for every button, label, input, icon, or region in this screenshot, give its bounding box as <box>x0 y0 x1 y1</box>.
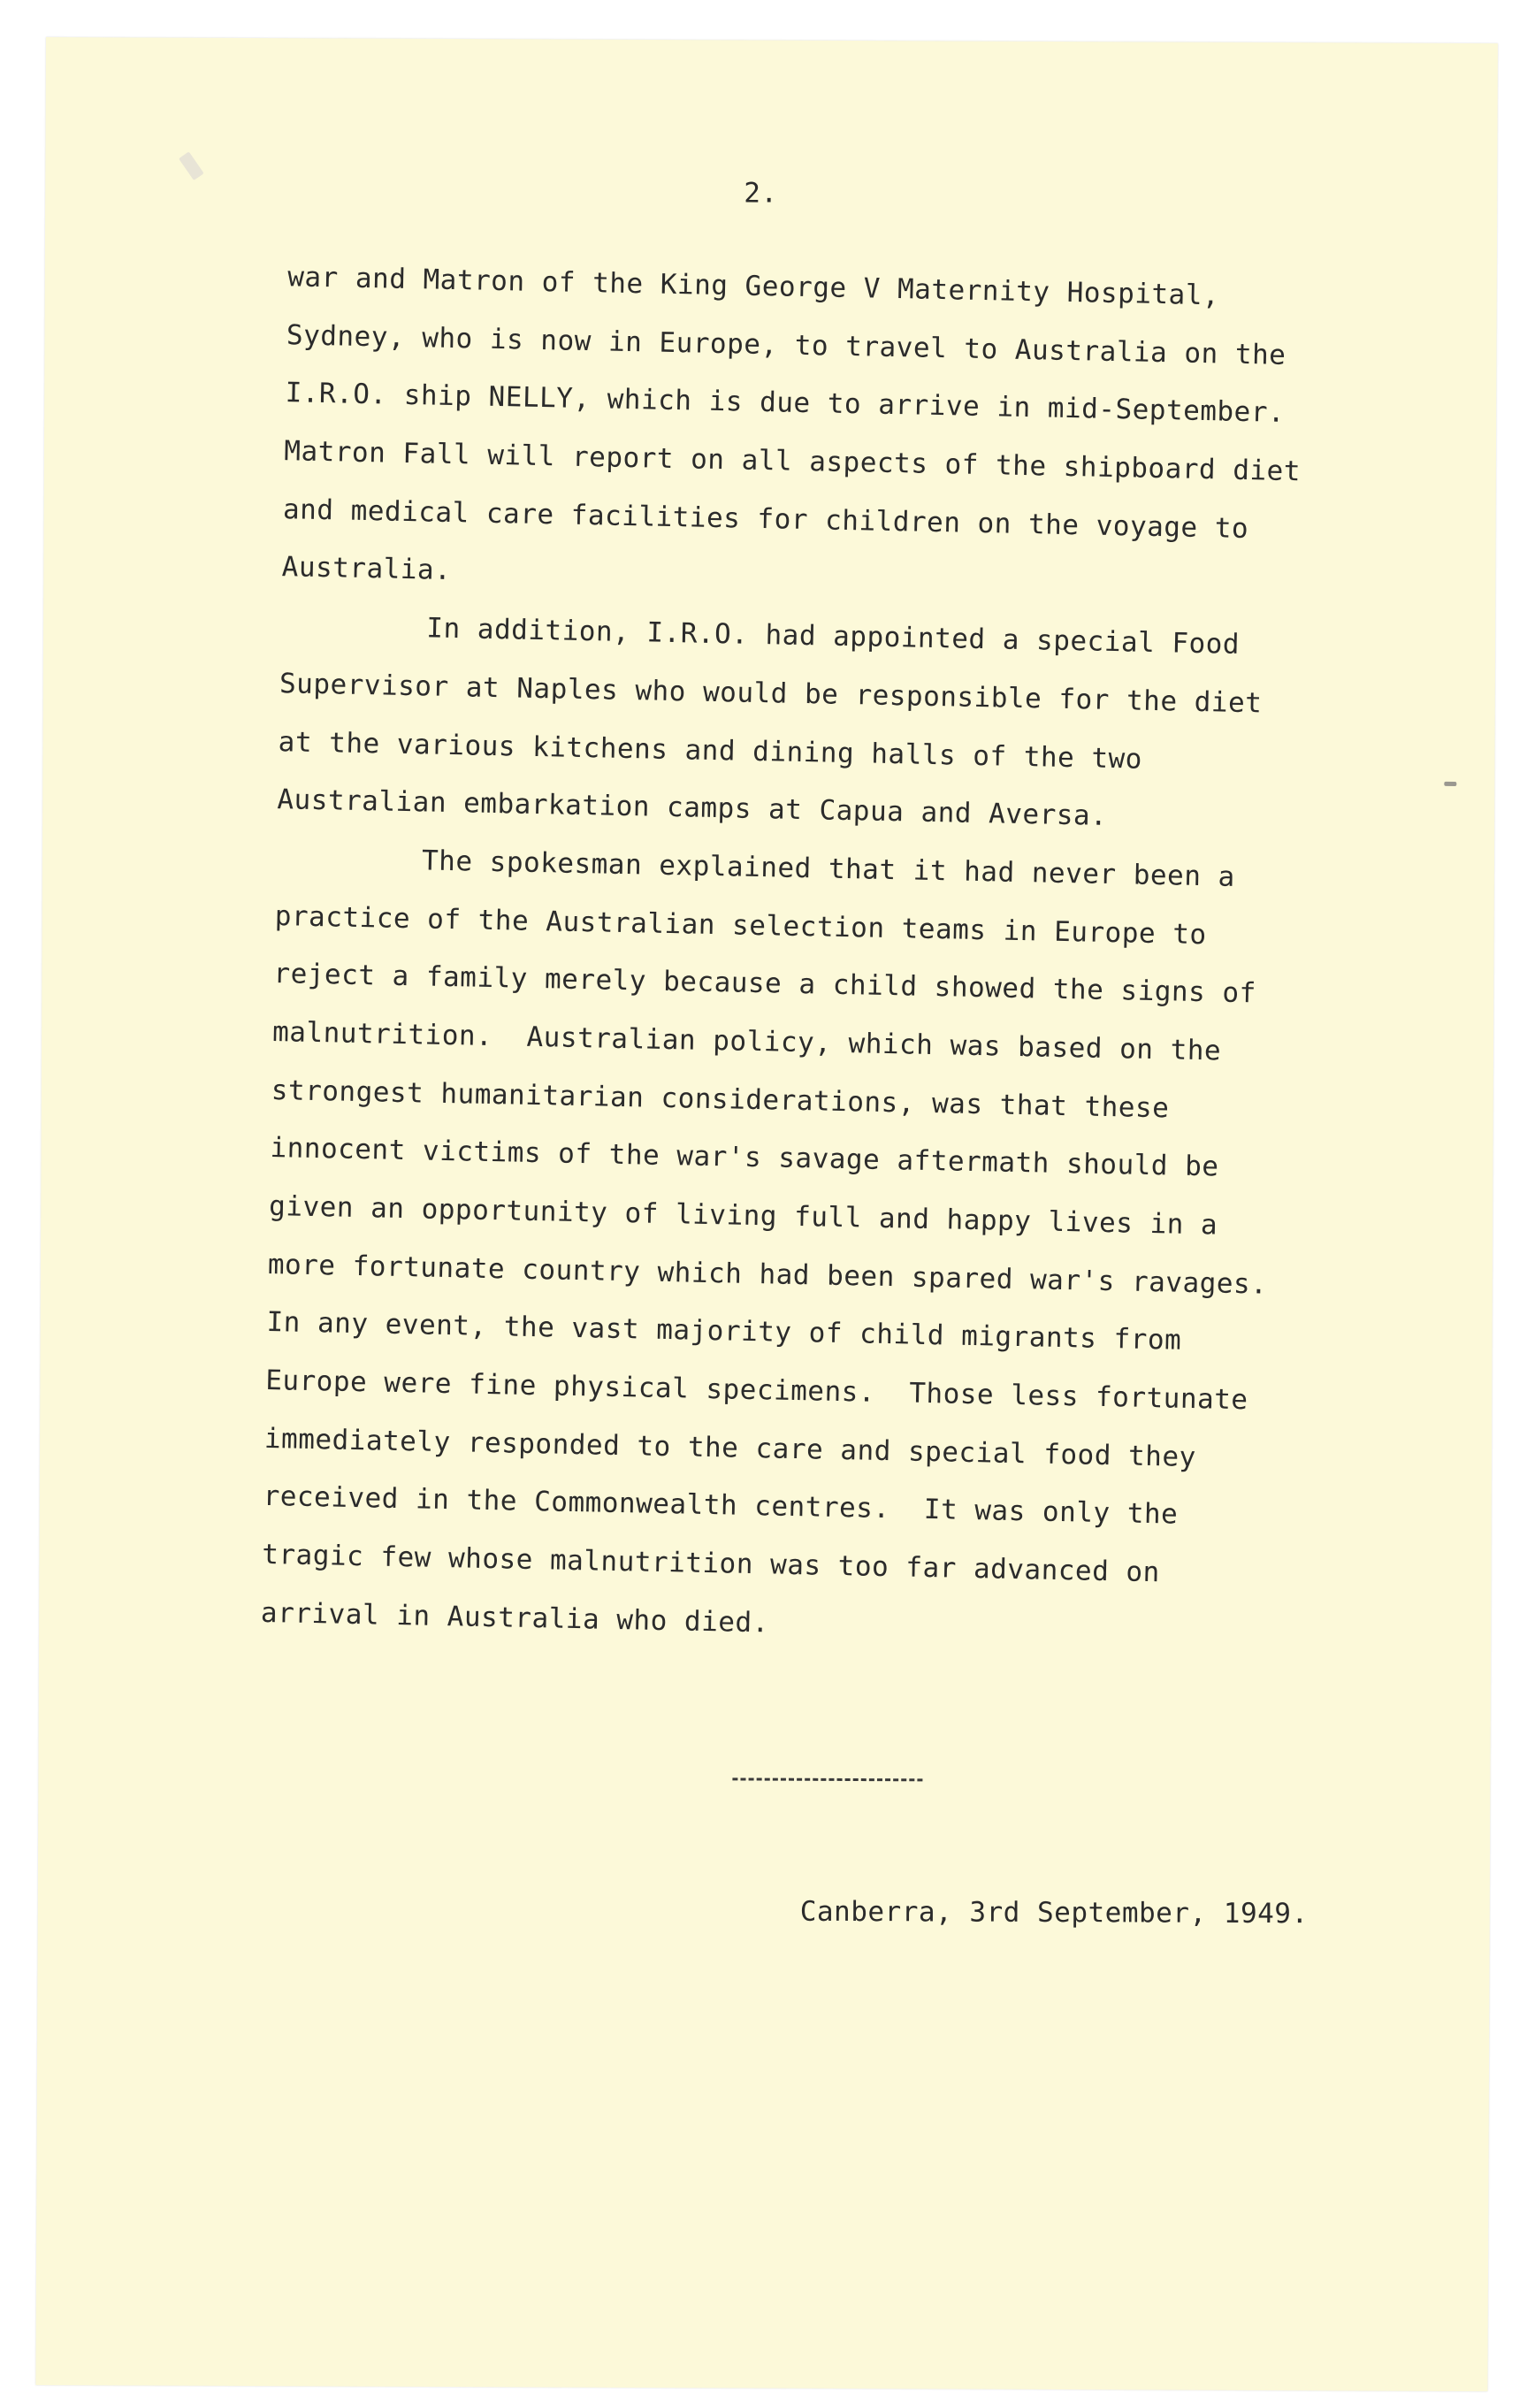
body-text <box>260 248 1437 1665</box>
text-line: and medical care facilities for children on the voyage to <box>282 493 1249 545</box>
text-line: malnutrition. Australian policy, which was based on the <box>271 1015 1222 1067</box>
text-line: strongest humanitarian considerations, was that these <box>271 1074 1170 1125</box>
text-line: Australian embarkation camps at Capua and Aversa. <box>277 784 1108 833</box>
text-line: practice of the Australian selection teams in Europe to <box>274 899 1207 951</box>
text-line: Supervisor at Naples who would be responsible for the diet <box>279 667 1263 720</box>
paper-blemish <box>1444 782 1456 786</box>
text-line: Matron Fall will report on all aspects of the shipboard diet <box>284 435 1302 488</box>
text-line: In any event, the vast majority of child migrants from <box>266 1306 1182 1357</box>
text-line: I.R.O. ship NELLY, which is due to arrive in mid-September. <box>285 377 1286 430</box>
text-line: received in the Commonwealth centres. It was only the <box>263 1480 1179 1532</box>
paper-blemish <box>179 151 204 180</box>
document-page <box>35 37 1498 2391</box>
text-line: Europe were fine physical specimens. Those less fortunate <box>264 1365 1248 1417</box>
paragraph-start-line: In addition, I.R.O. had appointed a special Food <box>426 612 1241 661</box>
text-line: tragic few whose malnutrition was too far advanced on <box>261 1539 1161 1589</box>
text-line: immediately responded to the care and special food they <box>263 1422 1197 1473</box>
text-line: arrival in Australia who died. <box>260 1596 770 1640</box>
text-line: war and Matron of the King George V Maternity Hospital, <box>286 261 1220 312</box>
text-line: Sydney, who is now in Europe, to travel to Australia on the <box>286 318 1286 371</box>
paragraph-start-line: The spokesman explained that it had never been a <box>421 845 1236 893</box>
place-and-date: Canberra, 3rd September, 1949. <box>799 1895 1309 1930</box>
text-line: at the various kitchens and dining halls of the two <box>278 725 1143 776</box>
text-line: Australia. <box>281 551 452 587</box>
text-line: given an opportunity of living full and happy lives in a <box>268 1189 1218 1242</box>
page-number: 2. <box>744 177 778 210</box>
text-line: reject a family merely because a child showed the signs of <box>273 958 1257 1010</box>
text-line: more fortunate country which had been spared war's ravages. <box>267 1248 1268 1301</box>
section-divider <box>732 1777 922 1781</box>
text-line: innocent victims of the war's savage aftermath should be <box>270 1132 1219 1183</box>
